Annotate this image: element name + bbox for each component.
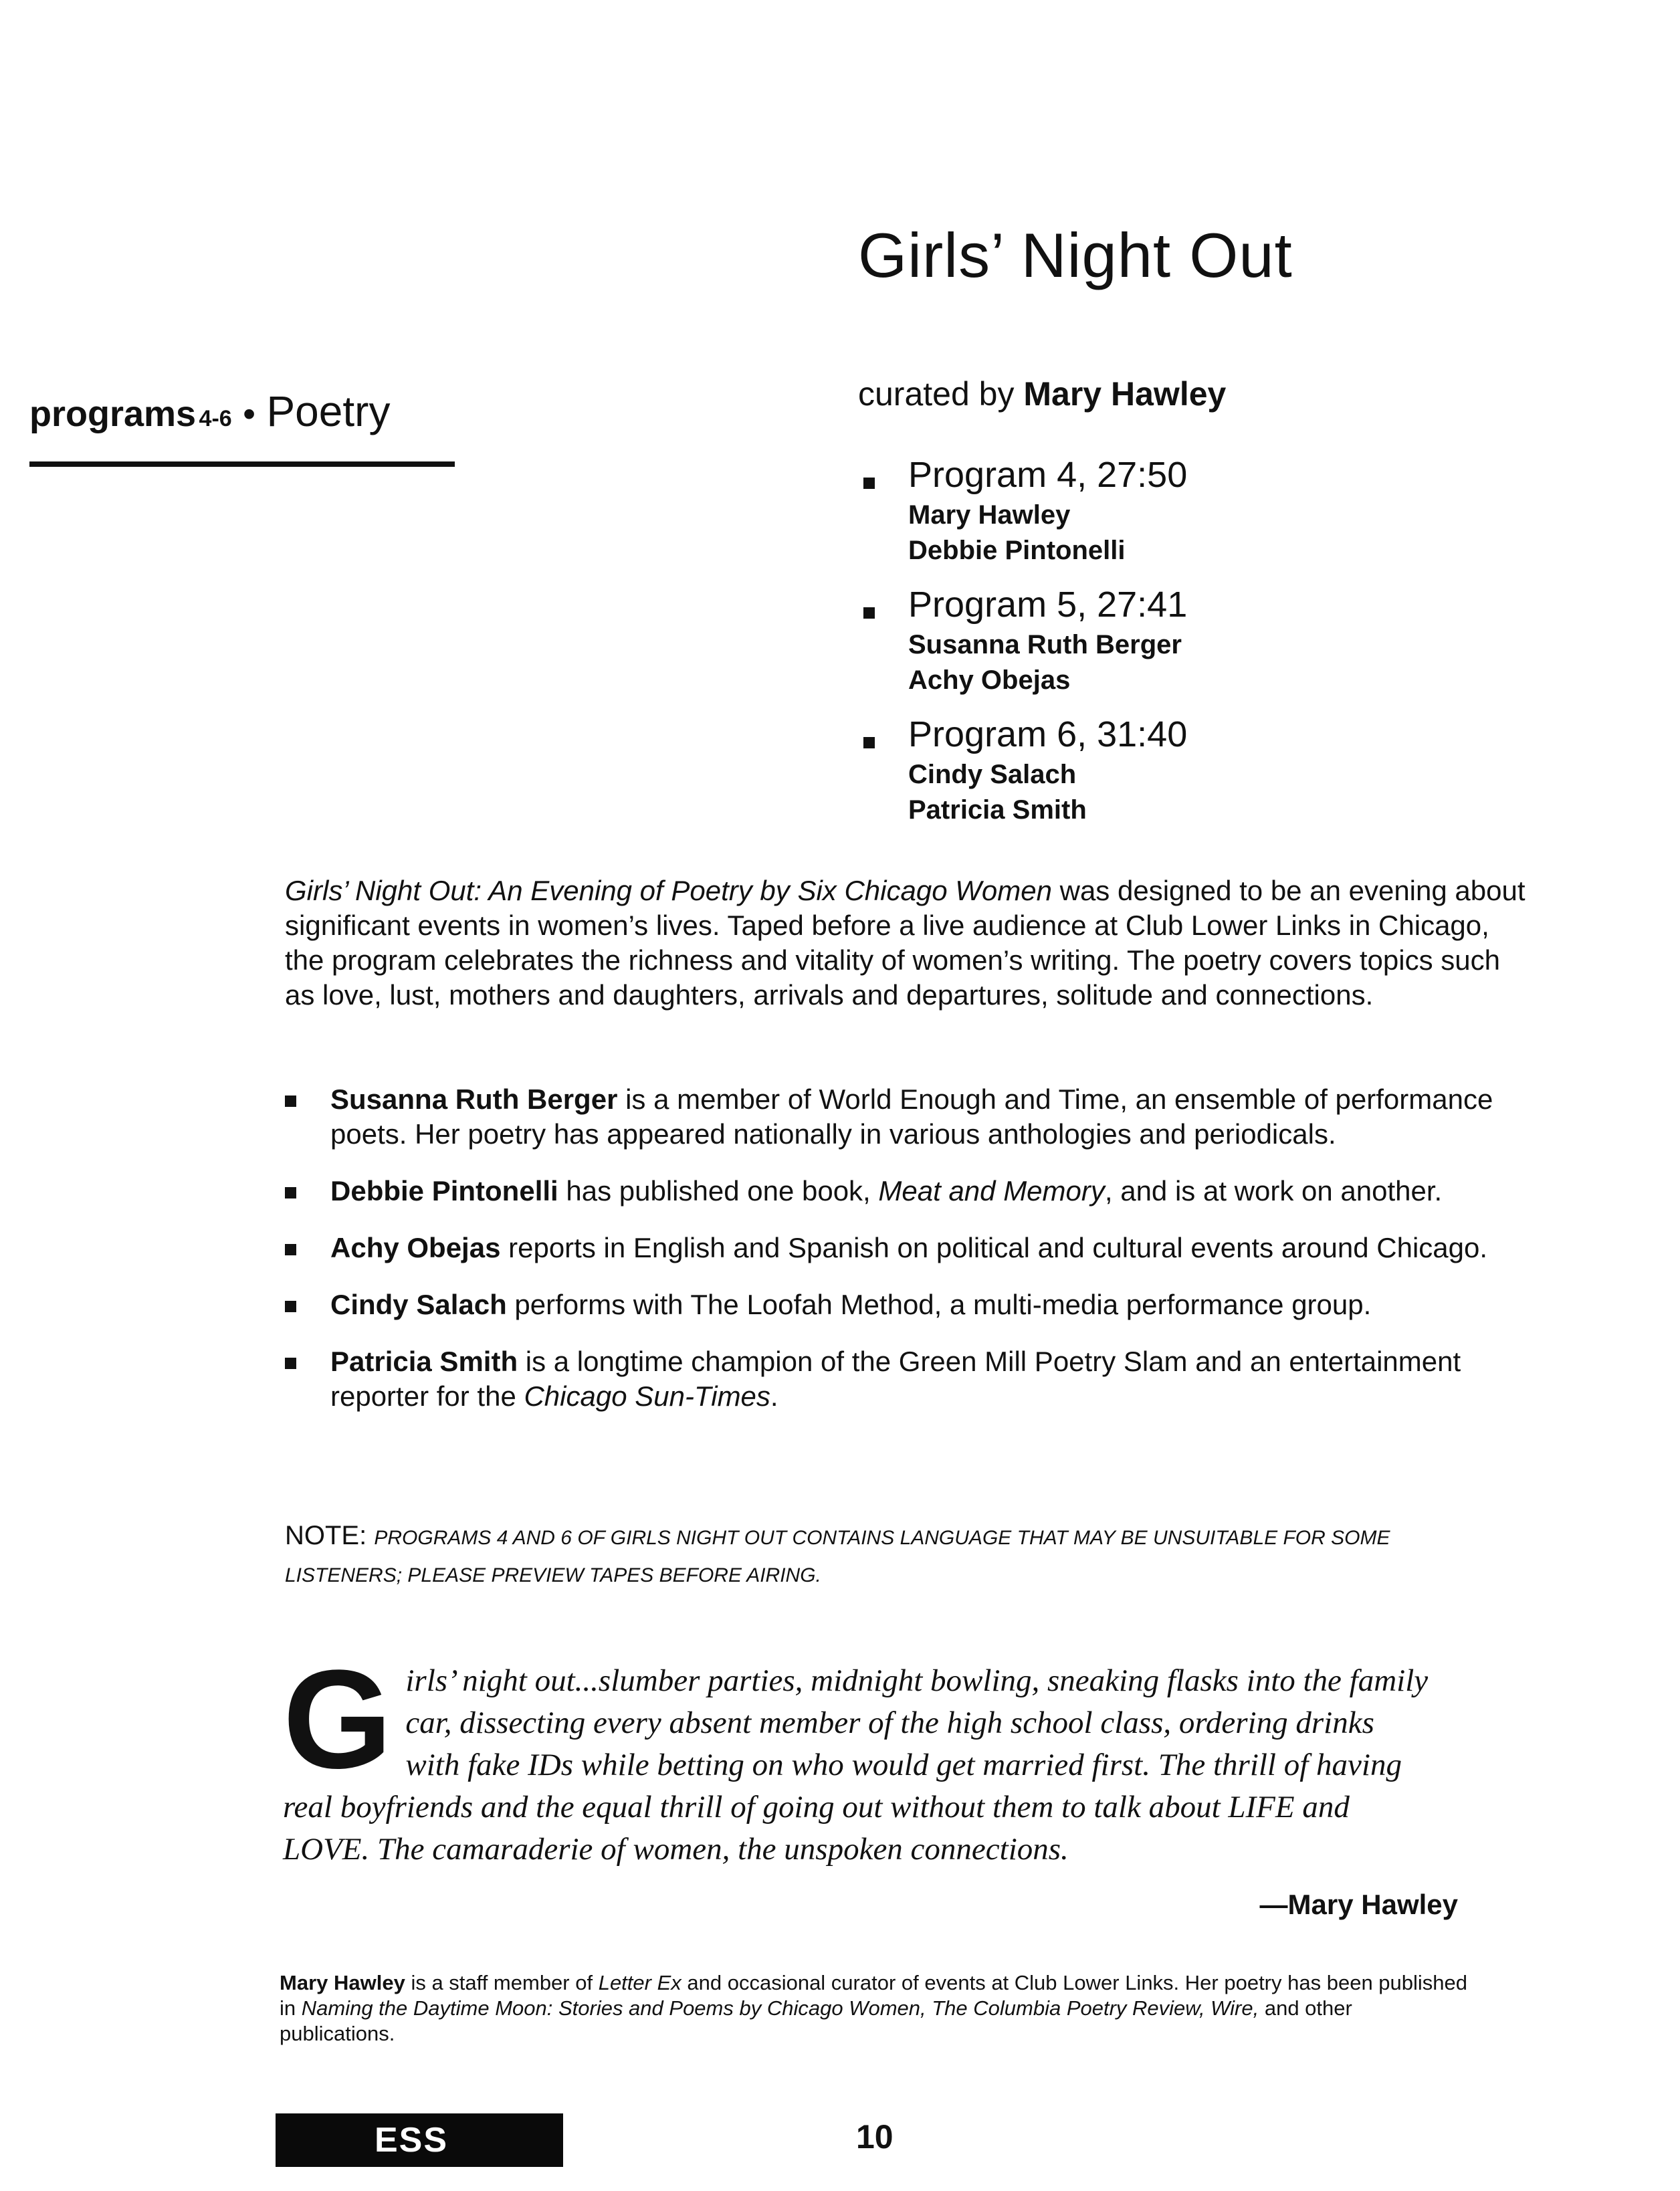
bio-text-end: , and is at work on another.	[1104, 1175, 1443, 1207]
section-range: 4-6	[199, 406, 232, 431]
quote-text: irls’ night out...slumber parties, midnight bowling, sneaking flasks into the family car, dissecting every absent member of the high school class, ordering drinks with fake IDs while betting on who would get married first. The thrill of having real boyfriends and the equal thrill of going out without them to talk about LIFE and LOVE. The camaraderie of women, the unspoken connections.	[283, 1663, 1429, 1867]
bio-item	[285, 1287, 1536, 1322]
bio-item	[285, 1231, 1536, 1265]
poet-bios	[285, 1082, 1536, 1436]
intro-title: Girls’ Night Out: An Evening of Poetry by Six Chicago Women	[285, 875, 1052, 906]
curated-prefix: curated by	[858, 375, 1015, 413]
quote-attribution: —Mary Hawley	[1259, 1889, 1458, 1920]
bullet-square-icon	[285, 1187, 296, 1198]
note-label: NOTE:	[285, 1521, 367, 1550]
bullet-square-icon	[863, 478, 875, 489]
program-title: Program 6, 31:40	[908, 714, 1188, 754]
program-poet: Cindy Salach	[908, 760, 1077, 789]
note-body: PROGRAMS 4 AND 6 OF GIRLS NIGHT OUT CONTAINS LANGUAGE THAT MAY BE UNSUITABLE FOR SOME LISTENERS; PLEASE PREVIEW TAPES BEFORE AIRING.	[285, 1527, 1390, 1586]
section-header	[29, 387, 390, 436]
page-title: Girls’ Night Out	[858, 220, 1293, 290]
section-separator: •	[243, 394, 256, 434]
bullet-square-icon	[285, 1244, 296, 1255]
program-title: Program 4, 27:50	[908, 455, 1188, 495]
bullet-square-icon	[285, 1096, 296, 1107]
program-poet: Debbie Pintonelli	[908, 536, 1126, 565]
bio-name: Patricia Smith	[330, 1346, 518, 1377]
program-poet: Patricia Smith	[908, 795, 1087, 825]
bio-text: reports in English and Spanish on political and cultural events around Chicago.	[500, 1232, 1488, 1263]
footer-logo-bar: ESS	[276, 2113, 563, 2167]
bio-name: Susanna Ruth Berger	[330, 1083, 618, 1115]
bio-text: is a longtime champion of the Green Mill Poetry Slam and an entertainment reporter for the	[330, 1346, 1461, 1412]
footnote-text: and other publications.	[280, 1996, 1352, 2045]
footnote-text: and occasional curator of events at Club Lower Links. Her poetry has been published in	[280, 1971, 1468, 2020]
bio-text: is a member of World Enough and Time, an ensemble of performance poets. Her poetry has appeared nationally in various anthologies and periodicals.	[330, 1083, 1493, 1150]
pull-quote	[283, 1641, 1433, 1871]
footnote-name: Mary Hawley	[280, 1971, 405, 1994]
bullet-square-icon	[285, 1358, 296, 1369]
bio-text: has published one book,	[558, 1175, 879, 1207]
section-label: programs	[29, 394, 197, 434]
footnote-italic: Naming the Daytime Moon: Stories and Poems by Chicago Women, The Columbia Poetry Review, Wire,	[301, 1996, 1259, 2020]
bio-name: Achy Obejas	[330, 1232, 501, 1263]
bio-book-title: Meat and Memory	[878, 1175, 1105, 1207]
curator-name: Mary Hawley	[1023, 375, 1227, 413]
footnote-italic: Letter Ex	[598, 1971, 681, 1994]
bio-item	[285, 1082, 1536, 1152]
bullet-square-icon	[285, 1301, 296, 1312]
curator-footnote	[280, 1970, 1470, 2047]
program-item	[858, 712, 1594, 828]
section-rule	[29, 461, 455, 467]
bio-text-end: .	[770, 1380, 778, 1412]
program-poet: Achy Obejas	[908, 665, 1071, 695]
bio-name: Debbie Pintonelli	[330, 1175, 558, 1207]
program-poet: Susanna Ruth Berger	[908, 630, 1182, 659]
program-list	[858, 452, 1594, 841]
bio-item	[285, 1344, 1536, 1414]
bio-text: performs with The Loofah Method, a multi-media performance group.	[506, 1289, 1372, 1320]
drop-cap: G	[283, 1641, 393, 1798]
section-genre: Poetry	[266, 387, 391, 435]
intro-paragraph	[285, 873, 1529, 1013]
bullet-square-icon	[863, 737, 875, 748]
program-title: Program 5, 27:41	[908, 585, 1188, 625]
curator-line	[858, 375, 1226, 413]
bio-item	[285, 1174, 1536, 1209]
page-number: 10	[856, 2118, 894, 2156]
content-note	[285, 1518, 1509, 1593]
program-poet: Mary Hawley	[908, 500, 1071, 530]
intro-text: was designed to be an evening about significant events in women’s lives. Taped before a live audience at Club Lower Links in Chicago, the program celebrates the richness and vitality of women’s writing. The poetry covers topics such as love, lust, mothers and daughters, arrivals and departures, solitude and connections.	[285, 875, 1526, 1011]
bullet-square-icon	[863, 607, 875, 619]
program-item	[858, 452, 1594, 568]
bio-name: Cindy Salach	[330, 1289, 507, 1320]
bio-publication: Chicago Sun-Times	[524, 1380, 770, 1412]
footnote-text: is a staff member of	[405, 1971, 599, 1994]
program-item	[858, 582, 1594, 698]
